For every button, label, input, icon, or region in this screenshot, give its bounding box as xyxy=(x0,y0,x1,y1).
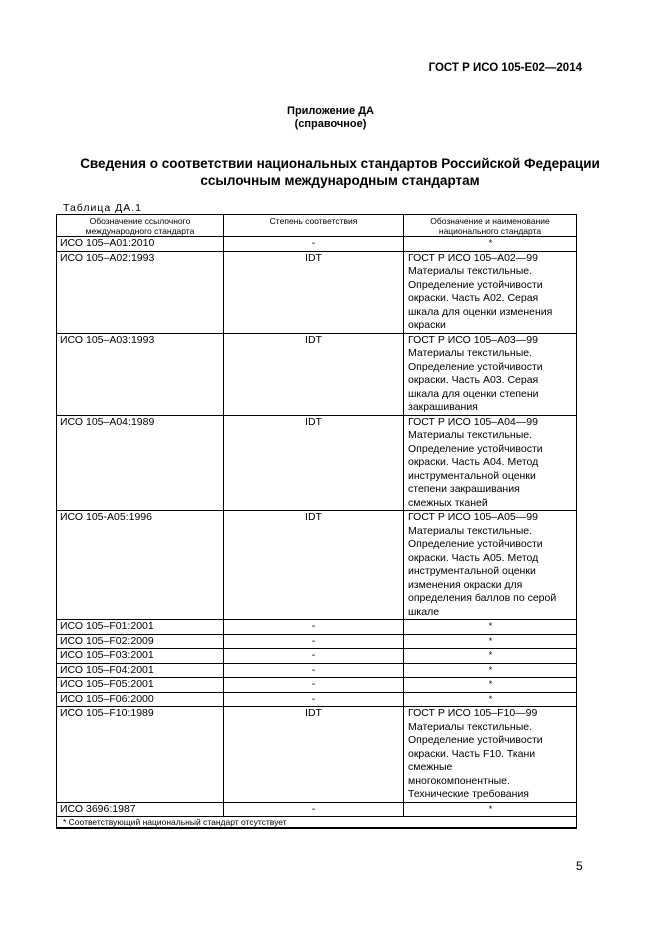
national-standard-line: Определение устойчивости xyxy=(408,360,543,373)
intl-standard-cell: ИСО 105–F04:2001 xyxy=(57,663,224,678)
correspondence-table xyxy=(56,214,577,829)
national-standard-line: * xyxy=(488,664,493,675)
national-standard-line: * xyxy=(488,650,493,660)
national-standard-line: определения баллов по серой xyxy=(408,592,557,604)
table-row xyxy=(57,511,577,620)
national-standard-cell xyxy=(404,663,577,678)
national-standard-line: инструментальной оценки xyxy=(408,469,536,482)
national-standard-line: Материалы текстильные. xyxy=(408,347,533,359)
national-standard-line: окраски. Часть А05. Метод xyxy=(408,551,539,564)
section-heading-line-1: Сведения о соответствии национальных стандартов Российской Федерации xyxy=(80,156,600,171)
national-standard-line: ГОСТ Р ИСО 105–А02—99 xyxy=(408,251,538,264)
column-header-national xyxy=(404,215,577,237)
intl-standard-cell: ИСО 105–А01:2010 xyxy=(57,237,224,252)
column-header-line: Обозначение ссылочного xyxy=(89,216,191,226)
national-standard-line: Материалы текстильные. xyxy=(408,429,533,441)
section-heading-line-2: ссылочным международным стандартам xyxy=(200,173,480,188)
national-standard-line: Определение устойчивости xyxy=(408,734,543,746)
national-standard-line: окраски xyxy=(408,319,446,331)
national-standard-line: окраски. Часть А04. Метод xyxy=(408,456,539,468)
intl-standard-cell: ИСО 105–А03:1993 xyxy=(57,333,224,415)
degree-cell: IDT xyxy=(224,251,404,333)
national-standard-cell xyxy=(404,237,577,252)
national-standard-line: Технические требования xyxy=(408,788,529,800)
national-standard-line: закрашивания xyxy=(408,401,478,413)
national-standard-cell xyxy=(404,333,577,415)
intl-standard-cell: ИСО 3696:1987 xyxy=(57,802,224,817)
national-standard-line: изменения окраски для xyxy=(408,578,523,591)
intl-standard-cell: ИСО 105–F03:2001 xyxy=(57,649,224,664)
national-standard-cell xyxy=(404,634,577,649)
section-heading xyxy=(40,155,640,189)
national-standard-line: окраски. Часть А03. Серая xyxy=(408,374,539,386)
national-standard-line: ГОСТ Р ИСО 105–А05—99 xyxy=(408,511,538,523)
national-standard-line: * xyxy=(488,238,493,248)
national-standard-line: * xyxy=(488,803,493,814)
table-row xyxy=(57,649,577,664)
national-standard-line: смежные xyxy=(408,761,453,773)
table-row xyxy=(57,663,577,678)
degree-cell: - xyxy=(224,692,404,707)
national-standard-line: Материалы текстильные. xyxy=(408,524,533,537)
intl-standard-cell: ИСО 105–F06:2000 xyxy=(57,692,224,707)
national-standard-cell xyxy=(404,620,577,635)
national-standard-line: * xyxy=(488,693,493,704)
intl-standard-cell: ИСО 105–F02:2009 xyxy=(57,634,224,649)
national-standard-line: * xyxy=(488,621,493,631)
national-standard-cell xyxy=(404,649,577,664)
footnote-row xyxy=(57,817,577,829)
degree-cell: - xyxy=(224,634,404,649)
national-standard-cell xyxy=(404,802,577,817)
national-standard-line: Определение устойчивости xyxy=(408,538,543,550)
column-header-line: Обозначение и наименование xyxy=(430,216,550,226)
table-header-row xyxy=(57,215,577,237)
column-header-intl xyxy=(57,215,224,237)
intl-standard-cell: ИСО 105–А04:1989 xyxy=(57,415,224,511)
appendix-title: Приложение ДА xyxy=(287,105,374,117)
national-standard-line: окраски. Часть А02. Серая xyxy=(408,292,539,304)
national-standard-line: смежных тканей xyxy=(408,496,488,509)
national-standard-line: степени закрашивания xyxy=(408,483,520,495)
national-standard-cell xyxy=(404,678,577,693)
degree-cell: IDT xyxy=(224,511,404,620)
table-row xyxy=(57,251,577,333)
table-row xyxy=(57,237,577,252)
intl-standard-cell: ИСО 105–F10:1989 xyxy=(57,707,224,803)
appendix-subtitle: (справочное) xyxy=(294,118,367,130)
column-header-degree xyxy=(224,215,404,237)
table-row xyxy=(57,333,577,415)
national-standard-line: ГОСТ Р ИСО 105–F10—99 xyxy=(408,707,538,719)
column-header-line: национального стандарта xyxy=(438,226,542,236)
intl-standard-cell: ИСО 105–F01:2001 xyxy=(57,620,224,635)
degree-cell: - xyxy=(224,678,404,693)
national-standard-line: Определение устойчивости xyxy=(408,442,543,455)
appendix-heading xyxy=(0,105,661,131)
table-caption: Таблица ДА.1 xyxy=(63,202,142,214)
national-standard-line: инструментальной оценки xyxy=(408,565,536,577)
national-standard-cell xyxy=(404,251,577,333)
table-row xyxy=(57,415,577,511)
national-standard-line: Материалы текстильные. xyxy=(408,265,533,277)
table-row xyxy=(57,678,577,693)
national-standard-cell xyxy=(404,692,577,707)
national-standard-line: окраски. Часть F10. Ткани xyxy=(408,747,536,760)
table-row xyxy=(57,802,577,817)
table-row xyxy=(57,634,577,649)
national-standard-line: шкала для оценки изменения xyxy=(408,305,553,318)
national-standard-line: * xyxy=(488,635,493,646)
national-standard-line: * xyxy=(488,679,493,689)
degree-cell: - xyxy=(224,649,404,664)
degree-cell: - xyxy=(224,802,404,817)
degree-cell: - xyxy=(224,237,404,252)
intl-standard-cell: ИСО 105-А05:1996 xyxy=(57,511,224,620)
national-standard-cell xyxy=(404,707,577,803)
degree-cell: IDT xyxy=(224,333,404,415)
degree-cell: - xyxy=(224,663,404,678)
column-header-line: международного стандарта xyxy=(85,226,195,236)
table-row xyxy=(57,620,577,635)
national-standard-line: ГОСТ Р ИСО 105–А04—99 xyxy=(408,415,538,428)
national-standard-line: многокомпонентные. xyxy=(408,774,510,787)
table-footnote: * Соответствующий национальный стандарт отсутствует xyxy=(57,817,577,829)
national-standard-line: ГОСТ Р ИСО 105–А03—99 xyxy=(408,333,538,346)
degree-cell: IDT xyxy=(224,415,404,511)
intl-standard-cell: ИСО 105–А02:1993 xyxy=(57,251,224,333)
national-standard-line: шкала для оценки степени xyxy=(408,387,539,400)
intl-standard-cell: ИСО 105–F05:2001 xyxy=(57,678,224,693)
national-standard-cell xyxy=(404,511,577,620)
degree-cell: - xyxy=(224,620,404,635)
national-standard-cell xyxy=(404,415,577,511)
document-code: ГОСТ Р ИСО 105-Е02—2014 xyxy=(428,62,582,74)
page-number: 5 xyxy=(576,859,583,873)
national-standard-line: Определение устойчивости xyxy=(408,278,543,291)
column-header-line: Степень соответствия xyxy=(269,216,358,226)
national-standard-line: Материалы текстильные. xyxy=(408,720,533,733)
degree-cell: IDT xyxy=(224,707,404,803)
table-row xyxy=(57,707,577,803)
table-row xyxy=(57,692,577,707)
national-standard-line: шкале xyxy=(408,605,440,618)
